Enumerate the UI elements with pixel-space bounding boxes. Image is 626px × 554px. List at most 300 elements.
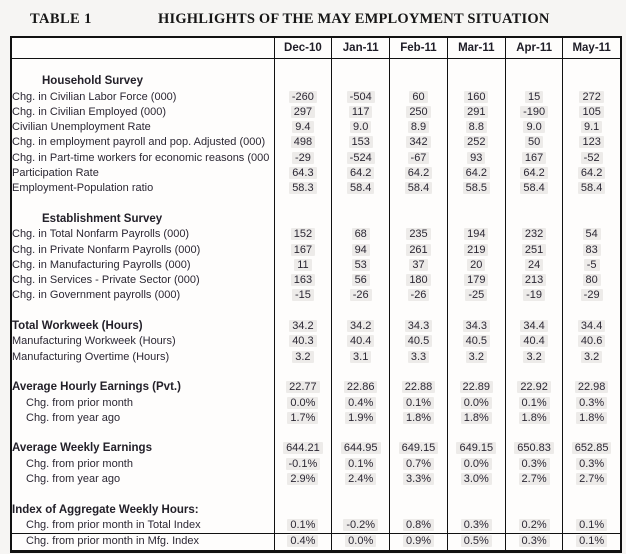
cell-value: [447, 197, 505, 212]
cell-value: [447, 59, 505, 75]
cell-value-text: 53: [352, 259, 370, 271]
cell-value: [563, 105, 621, 120]
cell-value-text: 235: [406, 228, 430, 240]
cell-value: [563, 304, 621, 319]
cell-value: [563, 426, 621, 441]
cell-value: [563, 396, 621, 411]
cell-value-text: -0.2%: [343, 519, 378, 531]
cell-value: [505, 90, 563, 105]
cell-value: [563, 227, 621, 242]
cell-value: [332, 135, 390, 150]
cell-value-text: 58.4: [405, 182, 432, 194]
cell-value-text: 0.1%: [287, 519, 318, 531]
cell-value-text: 22.88: [402, 381, 436, 393]
table-row: [11, 212, 621, 227]
cell-value: [332, 59, 390, 75]
cell-value: [447, 243, 505, 258]
cell-value-text: 94: [352, 244, 370, 256]
cell-value-text: 64.3: [289, 167, 316, 179]
cell-value-text: -190: [520, 106, 548, 118]
cell-value: [505, 120, 563, 135]
cell-value: [390, 441, 448, 456]
cell-value: [447, 380, 505, 395]
cell-value: [563, 243, 621, 258]
row-label: [11, 426, 274, 441]
cell-value-text: 167: [522, 152, 546, 164]
cell-value: [447, 503, 505, 518]
cell-value: [390, 212, 448, 227]
corner-cell: [11, 37, 274, 59]
cell-value: [390, 151, 448, 166]
row-label: [11, 197, 274, 212]
cell-value: [447, 518, 505, 534]
cell-value-text: 291: [464, 106, 488, 118]
table-row: [11, 518, 621, 534]
cell-value-text: 251: [522, 244, 546, 256]
cell-value-text: 58.4: [578, 182, 605, 194]
cell-value: [563, 151, 621, 166]
row-label: Chg. in Civilian Labor Force (000): [12, 90, 177, 103]
cell-value-text: 40.5: [463, 335, 490, 347]
cell-value: [274, 135, 332, 150]
cell-value-text: 0.1%: [576, 519, 607, 531]
cell-value-text: 3.3: [408, 351, 429, 363]
column-header: Apr-11: [505, 37, 563, 59]
cell-value: [274, 90, 332, 105]
cell-value: [563, 411, 621, 426]
cell-value: [563, 441, 621, 456]
cell-value-text: 9.0: [350, 121, 371, 133]
column-header: Jan-11: [332, 37, 390, 59]
cell-value-text: 64.2: [520, 167, 547, 179]
cell-value: [274, 472, 332, 487]
cell-value: [332, 487, 390, 502]
cell-value-text: 0.1%: [403, 397, 434, 409]
row-label: Chg. in Manufacturing Payrolls (000): [12, 258, 191, 271]
row-label: Civilian Unemployment Rate: [12, 121, 151, 134]
table-number-label: TABLE 1: [30, 11, 92, 27]
table-row: [11, 151, 621, 166]
cell-value-text: 2.7%: [519, 473, 550, 485]
cell-value: [563, 273, 621, 288]
cell-value-text: 34.2: [347, 320, 374, 332]
cell-value: [563, 380, 621, 395]
cell-value: [505, 350, 563, 365]
cell-value: [447, 441, 505, 456]
cell-value: [505, 197, 563, 212]
cell-value: [332, 105, 390, 120]
column-header: Dec-10: [274, 37, 332, 59]
cell-value-text: -25: [465, 289, 487, 301]
cell-value: [505, 319, 563, 334]
cell-value-text: 40.4: [347, 335, 374, 347]
cell-value: [505, 457, 563, 472]
cell-value-text: 83: [583, 244, 601, 256]
table-row: [11, 334, 621, 349]
cell-value: [563, 534, 621, 551]
cell-value: [563, 166, 621, 181]
cell-value: [563, 197, 621, 212]
table-row: [11, 319, 621, 334]
cell-value-text: 272: [579, 91, 603, 103]
cell-value: [274, 288, 332, 303]
row-label: Chg. from year ago: [26, 411, 121, 424]
cell-value: [563, 334, 621, 349]
cell-value: [332, 212, 390, 227]
cell-value-text: 3.2: [523, 351, 544, 363]
row-label: [11, 59, 274, 75]
cell-value: [390, 120, 448, 135]
cell-value-text: 20: [467, 259, 485, 271]
row-label: [11, 487, 274, 502]
cell-value: [563, 258, 621, 273]
cell-value-text: 58.4: [347, 182, 374, 194]
cell-value: [563, 90, 621, 105]
cell-value-text: 652.85: [572, 442, 612, 454]
row-label: Chg. in Private Nonfarm Payrolls (000): [12, 243, 201, 256]
cell-value: [332, 518, 390, 534]
cell-value-text: 9.0: [523, 121, 544, 133]
cell-value-text: 0.0%: [287, 397, 318, 409]
cell-value: [332, 227, 390, 242]
cell-value-text: -29: [581, 289, 603, 301]
cell-value-text: 0.3%: [519, 458, 550, 470]
row-label: Household Survey: [42, 75, 143, 88]
cell-value-text: 3.0%: [461, 473, 492, 485]
table-row: [11, 350, 621, 365]
cell-value-text: 80: [583, 274, 601, 286]
cell-value: [332, 151, 390, 166]
cell-value: [390, 518, 448, 534]
cell-value: [274, 227, 332, 242]
table-row: [11, 457, 621, 472]
table-row: [11, 227, 621, 242]
cell-value: [332, 472, 390, 487]
cell-value: [563, 74, 621, 89]
cell-value: [390, 166, 448, 181]
cell-value: [447, 350, 505, 365]
cell-value: [447, 105, 505, 120]
cell-value-text: 58.5: [463, 182, 490, 194]
cell-value: [390, 457, 448, 472]
cell-value-text: -52: [581, 152, 603, 164]
cell-value: [332, 273, 390, 288]
cell-value: [390, 59, 448, 75]
column-header: May-11: [563, 37, 621, 59]
cell-value: [505, 212, 563, 227]
cell-value: [390, 273, 448, 288]
cell-value: [505, 273, 563, 288]
cell-value: [274, 166, 332, 181]
cell-value: [563, 120, 621, 135]
cell-value: [332, 334, 390, 349]
cell-value: [332, 426, 390, 441]
row-label: [11, 304, 274, 319]
cell-value: [505, 135, 563, 150]
row-label: Average Hourly Earnings (Pvt.): [12, 381, 181, 394]
cell-value: [447, 181, 505, 196]
cell-value: [505, 534, 563, 551]
cell-value: [274, 243, 332, 258]
cell-value-text: 1.8%: [461, 412, 492, 424]
cell-value-text: 0.3%: [519, 535, 550, 547]
cell-value-text: 0.3%: [576, 458, 607, 470]
cell-value-text: -524: [347, 152, 375, 164]
cell-value: [390, 472, 448, 487]
cell-value: [390, 503, 448, 518]
cell-value-text: 0.3%: [576, 397, 607, 409]
cell-value: [274, 503, 332, 518]
cell-value: [447, 212, 505, 227]
cell-value-text: 24: [525, 259, 543, 271]
cell-value: [274, 380, 332, 395]
cell-value: [505, 396, 563, 411]
table-row: [11, 503, 621, 518]
cell-value-text: 64.2: [347, 167, 374, 179]
cell-value-text: 649.15: [399, 442, 439, 454]
row-label: Chg. from year ago: [26, 473, 121, 486]
row-label: Chg. in Government payrolls (000): [12, 289, 181, 302]
row-label: Chg. from prior month: [26, 457, 133, 470]
cell-value: [505, 411, 563, 426]
cell-value-text: 58.4: [520, 182, 547, 194]
cell-value-text: 0.2%: [519, 519, 550, 531]
cell-value: [274, 365, 332, 380]
cell-value: [447, 273, 505, 288]
cell-value: [505, 105, 563, 120]
row-label: Average Weekly Earnings: [12, 442, 152, 455]
cell-value: [563, 503, 621, 518]
cell-value-text: 15: [525, 91, 543, 103]
cell-value-text: 0.8%: [403, 519, 434, 531]
cell-value: [390, 197, 448, 212]
cell-value-text: 152: [291, 228, 315, 240]
cell-value-text: -504: [347, 91, 375, 103]
cell-value: [505, 365, 563, 380]
cell-value-text: -29: [292, 152, 314, 164]
cell-value-text: 2.7%: [576, 473, 607, 485]
cell-value-text: 252: [464, 136, 488, 148]
cell-value-text: 34.3: [405, 320, 432, 332]
cell-value-text: 58.3: [289, 182, 316, 194]
cell-value: [390, 181, 448, 196]
cell-value: [447, 227, 505, 242]
cell-value: [505, 243, 563, 258]
cell-value-text: 2.4%: [345, 473, 376, 485]
cell-value-text: 9.4: [292, 121, 313, 133]
cell-value-text: 56: [352, 274, 370, 286]
cell-value-text: 167: [291, 244, 315, 256]
cell-value: [447, 166, 505, 181]
cell-value: [505, 518, 563, 534]
cell-value: [563, 319, 621, 334]
cell-value: [274, 74, 332, 89]
cell-value: [563, 59, 621, 75]
cell-value: [505, 441, 563, 456]
table-row: [11, 90, 621, 105]
cell-value: [505, 258, 563, 273]
cell-value: [332, 120, 390, 135]
employment-highlights-table: [10, 36, 622, 553]
cell-value-text: 117: [349, 106, 373, 118]
cell-value-text: 160: [464, 91, 488, 103]
cell-value: [274, 120, 332, 135]
cell-value-text: 498: [291, 136, 315, 148]
cell-value-text: 1.8%: [519, 412, 550, 424]
cell-value-text: 0.5%: [461, 535, 492, 547]
row-label: Chg. in Services - Private Sector (000): [12, 274, 200, 287]
row-label: Index of Aggregate Weekly Hours:: [12, 503, 199, 516]
cell-value: [447, 74, 505, 89]
spacer-row: [11, 365, 621, 380]
cell-value: [274, 334, 332, 349]
spacer-row: [11, 59, 621, 75]
cell-value: [274, 396, 332, 411]
table-row: [11, 288, 621, 303]
row-label: Chg. in Total Nonfarm Payrolls (000): [12, 228, 190, 241]
cell-value: [274, 411, 332, 426]
cell-value: [505, 503, 563, 518]
cell-value: [505, 487, 563, 502]
cell-value: [332, 503, 390, 518]
cell-value: [332, 350, 390, 365]
cell-value-text: 250: [406, 106, 430, 118]
cell-value: [332, 457, 390, 472]
cell-value-text: -15: [292, 289, 314, 301]
cell-value-text: 40.3: [289, 335, 316, 347]
cell-value-text: 0.4%: [287, 535, 318, 547]
cell-value: [390, 304, 448, 319]
cell-value: [390, 90, 448, 105]
cell-value-text: 37: [409, 259, 427, 271]
cell-value-text: 68: [352, 228, 370, 240]
cell-value: [505, 227, 563, 242]
cell-value: [447, 135, 505, 150]
cell-value-text: 22.98: [575, 381, 609, 393]
cell-value: [563, 365, 621, 380]
cell-value: [447, 426, 505, 441]
cell-value-text: 644.21: [283, 442, 323, 454]
header-row: [11, 37, 621, 59]
cell-value: [390, 534, 448, 551]
cell-value-text: 0.0%: [461, 458, 492, 470]
row-label: Chg. in Part-time workers for economic reasons (000: [12, 151, 270, 164]
cell-value-text: 163: [291, 274, 315, 286]
cell-value: [274, 273, 332, 288]
column-header: Mar-11: [447, 37, 505, 59]
cell-value: [274, 212, 332, 227]
cell-value: [447, 365, 505, 380]
cell-value-text: 0.3%: [461, 519, 492, 531]
cell-value-text: 0.1%: [519, 397, 550, 409]
cell-value: [390, 411, 448, 426]
cell-value: [447, 457, 505, 472]
cell-value-text: 0.9%: [403, 535, 434, 547]
cell-value-text: 50: [525, 136, 543, 148]
cell-value: [274, 151, 332, 166]
table-row: [11, 411, 621, 426]
cell-value-text: 194: [464, 228, 488, 240]
cell-value-text: -19: [523, 289, 545, 301]
cell-value-text: -260: [289, 91, 317, 103]
cell-value-text: 64.2: [463, 167, 490, 179]
table-row: [11, 534, 621, 551]
table-row: [11, 181, 621, 196]
cell-value: [390, 135, 448, 150]
cell-value: [563, 350, 621, 365]
table-row: [11, 396, 621, 411]
cell-value-text: -5: [584, 259, 600, 271]
cell-value-text: 0.0%: [345, 535, 376, 547]
cell-value: [563, 135, 621, 150]
cell-value: [390, 74, 448, 89]
cell-value: [447, 411, 505, 426]
spacer-row: [11, 197, 621, 212]
cell-value: [390, 426, 448, 441]
cell-value: [447, 90, 505, 105]
cell-value: [447, 120, 505, 135]
spacer-row: [11, 304, 621, 319]
cell-value: [447, 258, 505, 273]
cell-value: [505, 380, 563, 395]
table-row: [11, 105, 621, 120]
row-label: Chg. from prior month in Total Index: [26, 518, 201, 531]
cell-value: [447, 534, 505, 551]
cell-value-text: 22.77: [286, 381, 320, 393]
cell-value-text: 22.89: [460, 381, 494, 393]
cell-value: [447, 487, 505, 502]
cell-value: [390, 365, 448, 380]
cell-value: [332, 380, 390, 395]
cell-value-text: 644.95: [341, 442, 381, 454]
cell-value: [447, 319, 505, 334]
cell-value: [390, 350, 448, 365]
cell-value: [274, 258, 332, 273]
row-label: Chg. from prior month: [26, 396, 133, 409]
cell-value-text: 0.7%: [403, 458, 434, 470]
cell-value-text: 0.1%: [576, 535, 607, 547]
cell-value-text: 105: [579, 106, 603, 118]
cell-value: [447, 304, 505, 319]
row-label: Establishment Survey: [42, 212, 163, 225]
column-header: Feb-11: [390, 37, 448, 59]
cell-value: [447, 472, 505, 487]
cell-value-text: 1.8%: [576, 412, 607, 424]
cell-value: [274, 105, 332, 120]
cell-value-text: 180: [406, 274, 430, 286]
cell-value: [332, 258, 390, 273]
cell-value: [563, 181, 621, 196]
cell-value-text: 54: [583, 228, 601, 240]
row-label: Manufacturing Workweek (Hours): [12, 335, 176, 348]
table-row: [11, 258, 621, 273]
spacer-row: [11, 487, 621, 502]
cell-value: [563, 487, 621, 502]
table-body: [11, 59, 621, 552]
cell-value-text: 40.5: [405, 335, 432, 347]
cell-value: [447, 396, 505, 411]
cell-value-text: 40.4: [520, 335, 547, 347]
table-row: [11, 74, 621, 89]
cell-value: [505, 166, 563, 181]
cell-value: [274, 181, 332, 196]
cell-value: [332, 411, 390, 426]
cell-value: [563, 472, 621, 487]
cell-value-text: 34.2: [289, 320, 316, 332]
cell-value-text: 2.9%: [287, 473, 318, 485]
cell-value: [390, 319, 448, 334]
cell-value: [390, 288, 448, 303]
